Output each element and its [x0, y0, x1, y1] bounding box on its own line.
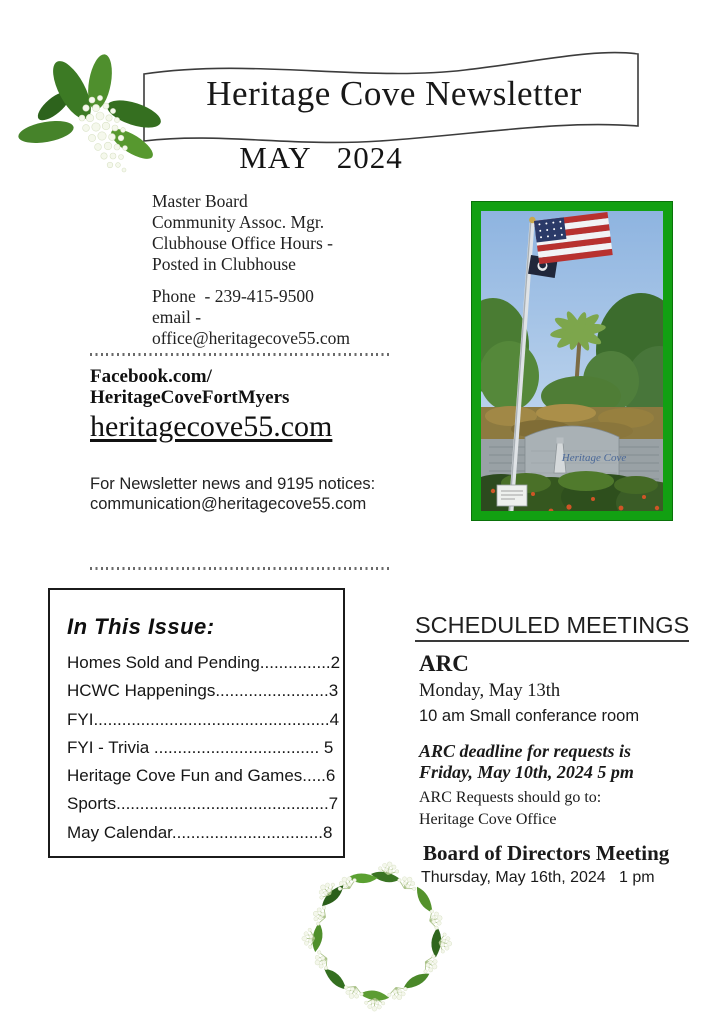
entrance-photo-scene [481, 211, 663, 511]
meetings-section [415, 612, 715, 887]
communication-email: communication@heritagecove55.com [90, 495, 367, 513]
board-meeting-title: Board of Directors Meeting [423, 841, 670, 865]
newsletter-note [90, 474, 375, 514]
toc-item: HCWC Happenings........................3 [67, 681, 339, 701]
arc-time-room: 10 am Small conferance room [419, 707, 640, 725]
facebook-line2: HeritageCoveFortMyers [90, 387, 290, 408]
newsletter-note-line: For Newsletter news and 9195 notices: [90, 475, 376, 493]
toc-heading: In This Issue: [67, 614, 215, 639]
arc-date: Monday, May 13th [419, 681, 561, 701]
contact-line: Posted in Clubhouse [152, 254, 296, 274]
phone-line: Phone - 239-415-9500 [152, 286, 314, 306]
website-link[interactable]: heritagecove55.com [90, 410, 333, 443]
facebook-handle [90, 366, 289, 408]
contact-line: Master Board [152, 191, 248, 211]
board-meeting-datetime: Thursday, May 16th, 2024 1 pm [421, 869, 655, 886]
arc-deadline-line2: Friday, May 10th, 2024 5 pm [419, 762, 634, 782]
office-email: office@heritagecove55.com [152, 328, 350, 348]
contact-block [152, 191, 350, 349]
arc-deadline-line1: ARC deadline for requests is [419, 741, 632, 761]
contact-line: Community Assoc. Mgr. [152, 212, 325, 232]
contact-line: Clubhouse Office Hours - [152, 233, 333, 253]
arc-requests [419, 787, 715, 830]
flagpole-plaque [497, 485, 527, 506]
toc-box [48, 588, 345, 858]
toc-item: Sports.............................................7 [67, 794, 339, 814]
toc-item: May Calendar................................8 [67, 822, 333, 842]
toc-item: FYI - Trivia ................................... 5 [67, 737, 334, 757]
arc-deadline [419, 741, 715, 783]
entrance-photo [472, 202, 672, 520]
american-flag-icon [534, 212, 613, 264]
facebook-line1: Facebook.com/ [90, 366, 212, 387]
wreath-flowers [302, 860, 453, 1011]
email-label: email - [152, 307, 202, 327]
dotted-separator [90, 353, 392, 356]
bouquet-leaves [17, 53, 164, 165]
arc-requests-line2: Heritage Cove Office [419, 810, 557, 828]
lily-wreath-icon [287, 851, 467, 1021]
lily-bouquet-icon [14, 48, 179, 188]
meetings-heading: SCHEDULED MEETINGS [415, 612, 689, 642]
issue-date: MAY 2024 [239, 140, 403, 175]
dotted-separator [90, 567, 392, 570]
arc-title: ARC [419, 651, 469, 676]
toc-item: FYI..................................................4 [67, 709, 340, 729]
arc-requests-line1: ARC Requests should go to: [419, 789, 602, 806]
toc-item: Heritage Cove Fun and Games.....6 [67, 766, 336, 786]
toc-item: Homes Sold and Pending...............2 [67, 653, 341, 672]
entrance-sign-text: Heritage Cove [561, 452, 627, 464]
page-title: Heritage Cove Newsletter [206, 74, 582, 113]
